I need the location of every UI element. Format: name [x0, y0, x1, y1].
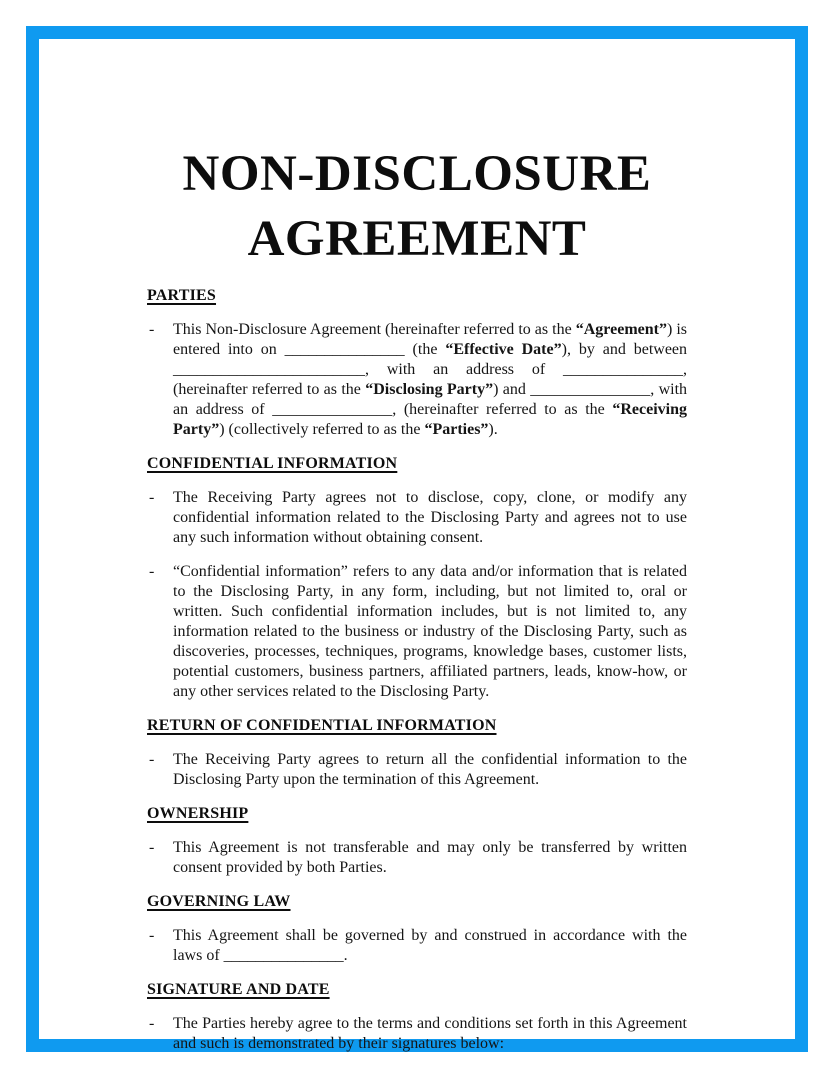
paragraph-text: “Confidential information” refers to any data and/or information that is related to the Disclosing Party, in any form, including, but not limited to, oral or written. Such confidential information includes, but is not limited to, any information related to the business or industry of the Disclosing Party, such as discoveries, processes, techniques, programs, knowledge bases, customer lists, potential customers, business partners, affiliated partners, leads, know-how, or any other services related to the Disclosing Party. — [173, 563, 687, 700]
paragraph-text: This Non-Disclosure Agreement (hereinafter referred to as the “Agreement”) is entered into on _______________ (the “Effective Date”), by and between ________________________, with an address of _______________, (hereinafter referred to as the “Disclosing Party”) and _______________, with an address of _______________, (hereinafter referred to as the “Receiving Party”) (collectively referred to as the “Parties”). — [173, 321, 688, 438]
paragraph-text: The Parties hereby agree to the terms and conditions set forth in this Agreement and such is demonstrated by their signatures below: — [173, 1015, 687, 1052]
bullet-marker: - — [149, 489, 155, 506]
section-heading: RETURN OF CONFIDENTIAL INFORMATION — [147, 717, 497, 734]
section-confidential-information — [147, 454, 687, 702]
paragraph-text: The Receiving Party agrees to return all the confidential information to the Disclosing Party upon the termination of this Agreement. — [173, 751, 687, 788]
bullet-marker: - — [149, 839, 155, 856]
section-signature-and-date — [147, 980, 687, 1054]
section-heading: PARTIES — [147, 287, 217, 304]
paragraph — [147, 750, 687, 790]
document-content — [78, 78, 756, 1052]
bullet-marker: - — [149, 927, 155, 944]
paragraph — [147, 488, 687, 548]
paragraph — [147, 838, 687, 878]
paragraph — [147, 562, 687, 702]
section-heading: CONFIDENTIAL INFORMATION — [147, 455, 398, 472]
section-governing-law — [147, 892, 687, 966]
bullet-marker: - — [149, 751, 155, 768]
bullet-marker: - — [149, 563, 155, 580]
document-title — [147, 142, 687, 272]
bullet-marker: - — [149, 321, 155, 338]
section-parties — [147, 286, 687, 440]
section-return-of-confidential-information — [147, 716, 687, 790]
bullet-marker: - — [149, 1015, 155, 1032]
section-ownership — [147, 804, 687, 878]
paragraph — [147, 320, 687, 440]
paragraph-text: This Agreement is not transferable and may only be transferred by written consent provided by both Parties. — [173, 839, 687, 876]
section-heading: SIGNATURE AND DATE — [147, 981, 330, 998]
title-line-1: NON-DISCLOSURE — [182, 146, 652, 202]
paragraph-text: This Agreement shall be governed by and construed in accordance with the laws of _______________. — [173, 927, 687, 964]
paragraph — [147, 926, 687, 966]
title-line-2: AGREEMENT — [247, 211, 587, 267]
document-border-frame — [26, 26, 808, 1052]
paragraph-text: The Receiving Party agrees not to disclose, copy, clone, or modify any confidential information related to the Disclosing Party and agrees not to use any such information without obtaining consent. — [173, 489, 687, 546]
section-heading: OWNERSHIP — [147, 805, 249, 822]
paragraph — [147, 1014, 687, 1054]
section-heading: GOVERNING LAW — [147, 893, 291, 910]
